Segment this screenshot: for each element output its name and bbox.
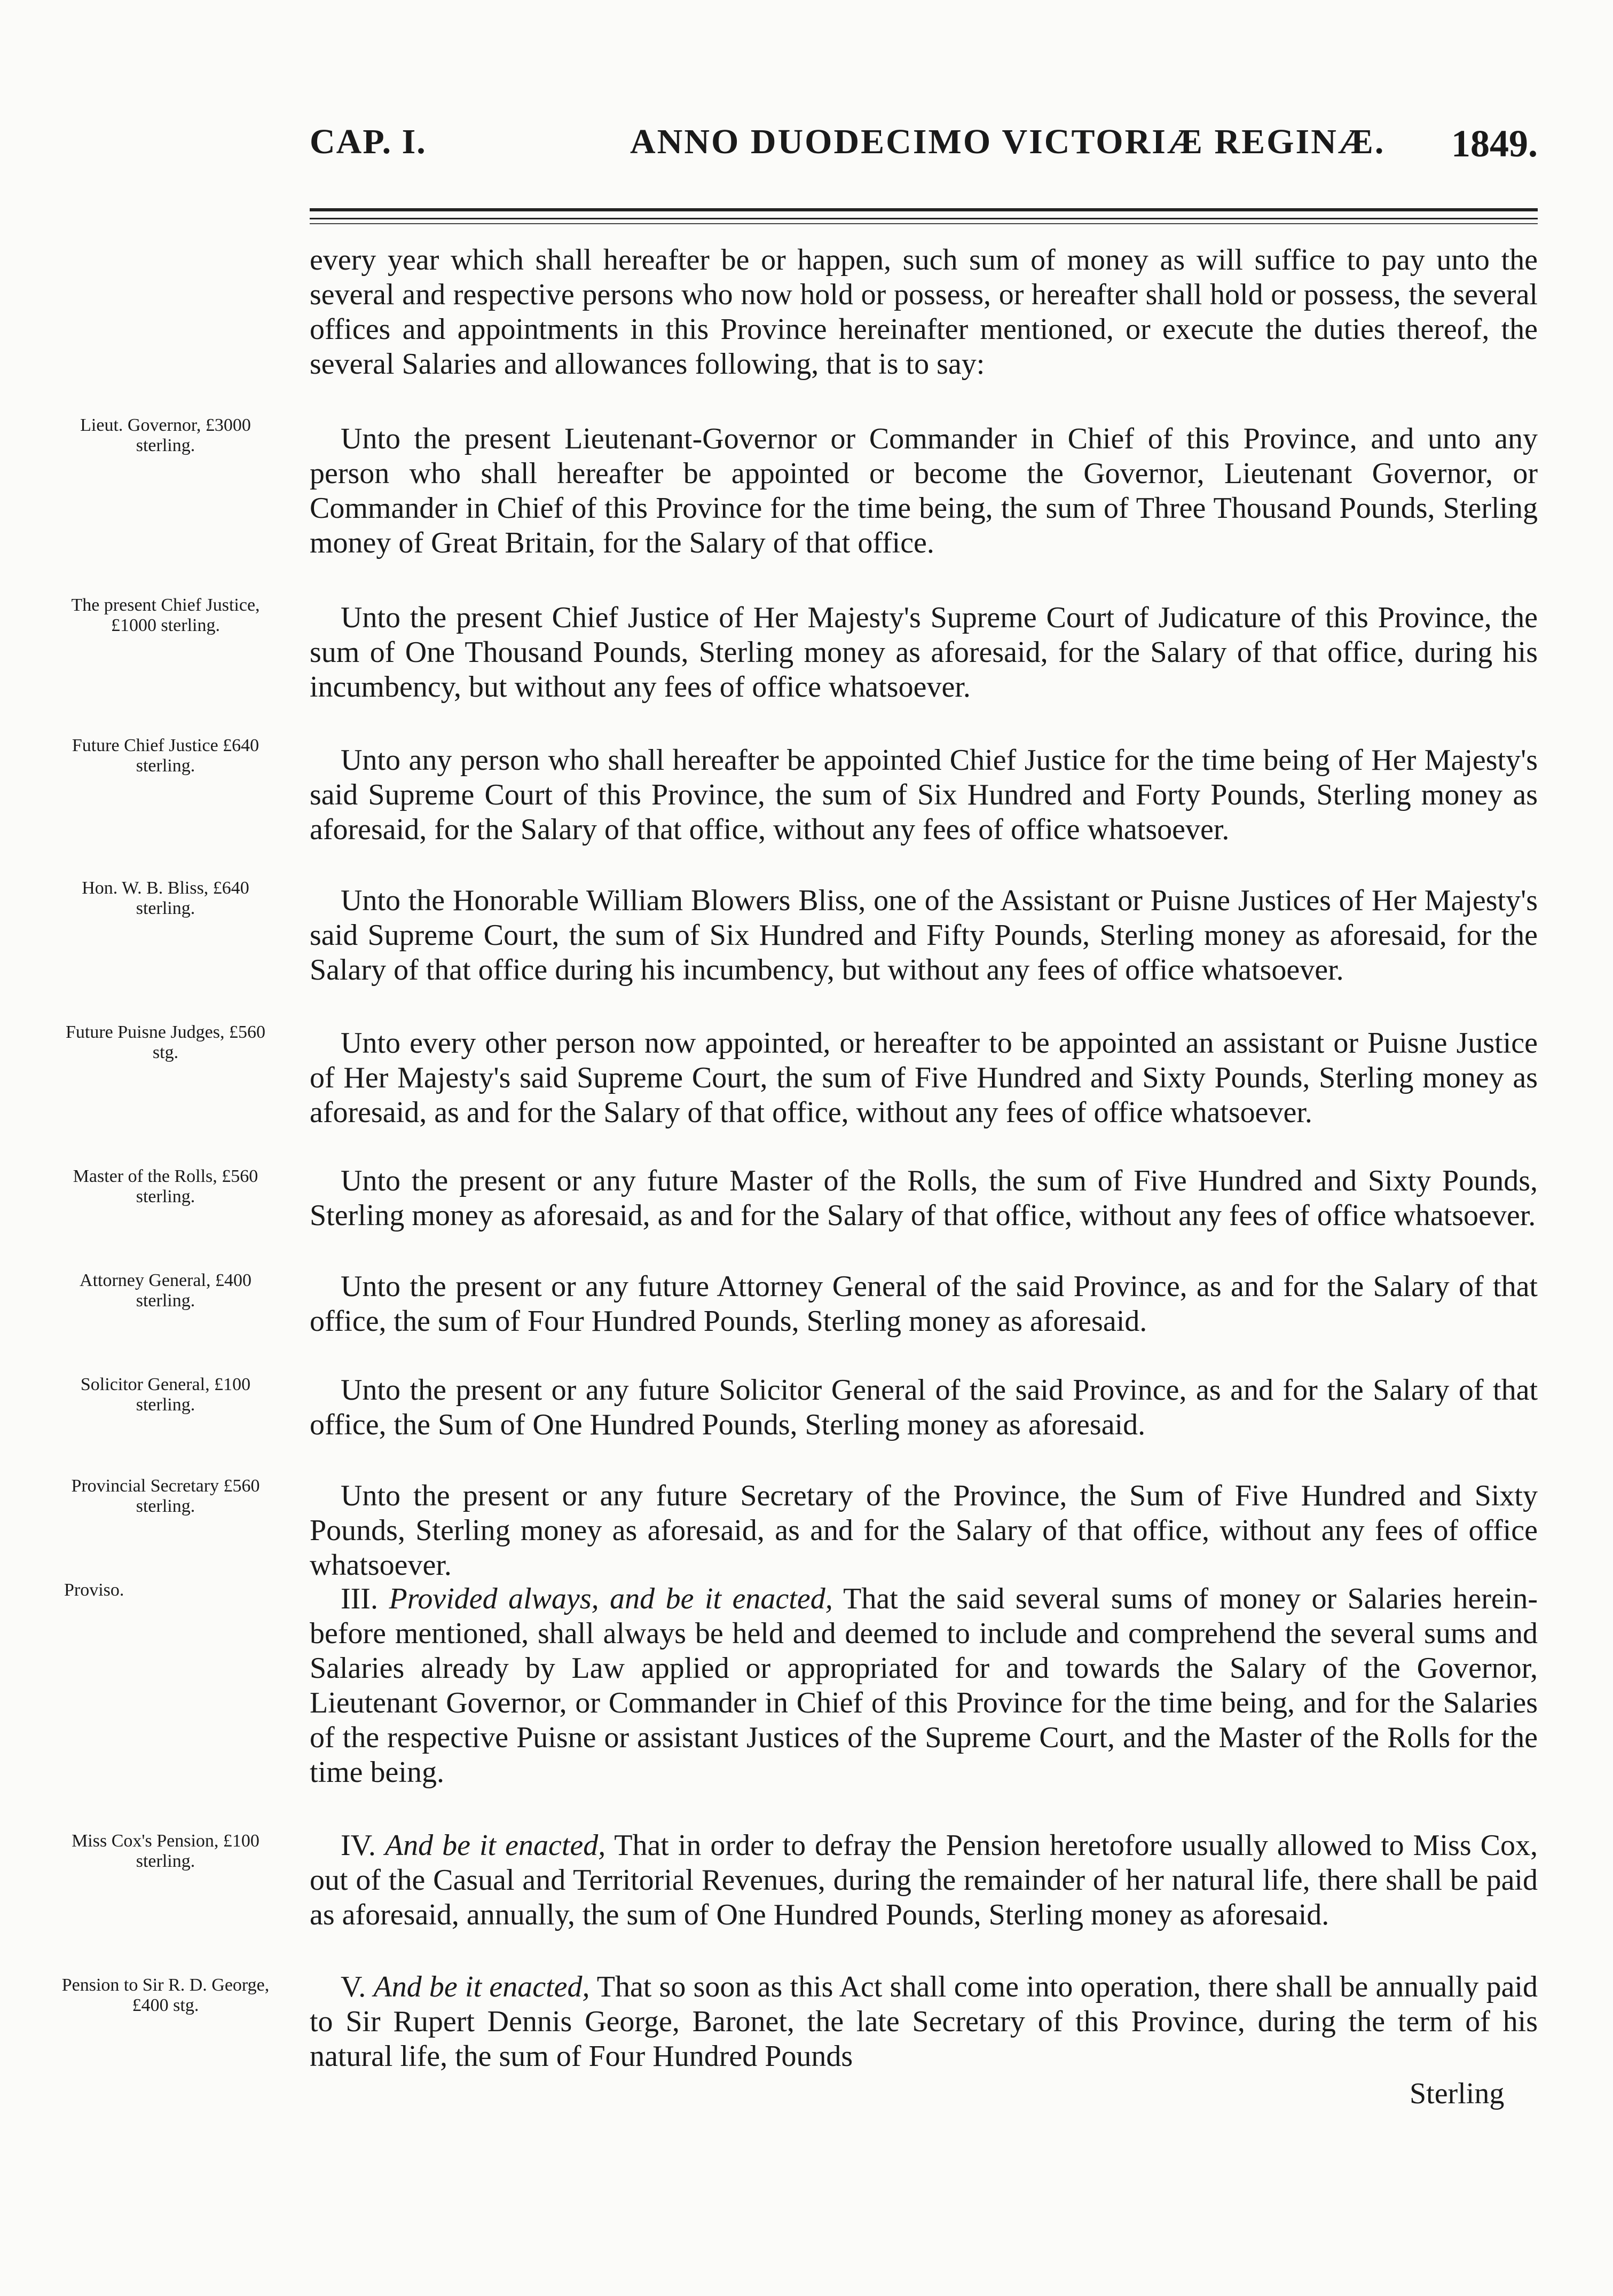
salary-paragraph: Unto the present Chief Justice of Her Majesty's Supreme Court of Judicature of this Province, the sum of One Thousand Pounds, Sterling money as aforesaid, for the Salary of that office, during his incumbency, but without any fees of office whatsoever.	[310, 601, 1538, 704]
margin-note: Miss Cox's Pension, £100 sterling.	[72, 1831, 259, 1871]
margin-note: Provincial Secretary £560 sterling.	[71, 1476, 260, 1516]
header-title: ANNO DUODECIMO VICTORIÆ REGINÆ.	[630, 122, 1386, 161]
margin-note: The present Chief Justice, £1000 sterling.	[71, 595, 260, 635]
section-number: V.	[341, 1970, 366, 2003]
salary-paragraph: Unto every other person now appointed, or hereafter to be appointed an assistant or Puisne Justice of Her Majesty's said Supreme Court, the sum of Five Hundred and Sixty Pounds, Sterling money as aforesaid, as and for the Salary of that office, without any fees of office whatsoever.	[310, 1027, 1538, 1129]
header-rule	[310, 218, 1538, 219]
body-text	[310, 1479, 1538, 1583]
salary-paragraph: Unto the present or any future Attorney General of the said Province, as and for the Salary of that office, the sum of Four Hundred Pounds, Sterling money as aforesaid.	[310, 1270, 1538, 1338]
salary-paragraph: Unto any person who shall hereafter be appointed Chief Justice for the time being of Her Majesty's said Supreme Court of this Province, the sum of Six Hundred and Forty Pounds, Sterling money as aforesaid, for the Salary of that office, without any fees of office whatsoever.	[310, 744, 1538, 846]
body-text	[310, 601, 1538, 705]
salary-paragraph: Unto the Honorable William Blowers Bliss, one of the Assistant or Puisne Justices of Her Majesty's said Supreme Court, the sum of Six Hundred and Fifty Pounds, Sterling money as aforesaid, for the Salary of that office during his incumbency, but without any fees of office whatsoever.	[310, 884, 1538, 987]
salary-paragraph: Unto the present Lieutenant-Governor or Commander in Chief of this Province, and unto any person who shall hereafter be appointed or become the Governor, Lieutenant Governor, or Commander in Chief of this Province for the time being, the sum of Three Thousand Pounds, Sterling money of Great Britain, for the Salary of that office.	[310, 422, 1538, 559]
body-text	[310, 422, 1538, 561]
header-rule	[310, 208, 1538, 211]
margin-note: Proviso.	[64, 1580, 124, 1600]
section-number: III.	[341, 1582, 378, 1615]
margin-note: Hon. W. B. Bliss, £640 sterling.	[82, 878, 249, 918]
section-number: IV.	[341, 1829, 376, 1862]
enacting-clause: And be it enacted,	[373, 1970, 590, 2003]
margin-note: Master of the Rolls, £560 sterling.	[73, 1166, 258, 1206]
body-text	[310, 743, 1538, 847]
salary-paragraph: Unto the present or any future Solicitor General of the said Province, as and for the Salary of that office, the Sum of One Hundred Pounds, Sterling money as aforesaid.	[310, 1374, 1538, 1441]
body-text	[310, 243, 1538, 382]
body-text	[310, 1828, 1538, 1932]
header-rule	[310, 223, 1538, 224]
salary-paragraph: Unto the present or any future Master of the Rolls, the sum of Five Hundred and Sixty Pounds, Sterling money as aforesaid, as and for the Salary of that office, without any fees of office whatsoever.	[310, 1164, 1538, 1232]
body-text	[310, 883, 1538, 988]
section-paragraph	[310, 1828, 1538, 1932]
margin-note: Solicitor General, £100 sterling.	[80, 1375, 251, 1415]
enacting-clause: Provided always, and be it enacted,	[389, 1582, 833, 1615]
section-text: That the said several sums of money or Salaries herein-before mentioned, shall always be held and deemed to include and comprehend the several sums and Salaries already by Law applied or appropriated for and towards the Salary of the Governor, Lieutenant Governor, or Commander in Chief of this Province for the time being, and for the Salaries of the respective Puisne or assistant Justices of the Supreme Court, and the Master of the Rolls for the time being.	[310, 1582, 1538, 1789]
section-text: That in order to defray the Pension heretofore usually allowed to Miss Cox, out of the Casual and Territorial Revenues, during the remainder of her natural life, there shall be paid as aforesaid, annually, the sum of One Hundred Pounds, Sterling money as aforesaid.	[310, 1829, 1538, 1931]
body-text	[310, 1026, 1538, 1130]
section-paragraph	[310, 1970, 1538, 2074]
body-text	[310, 1582, 1538, 1790]
chapter-label: CAP. I.	[310, 122, 427, 161]
proviso-paragraph	[310, 1582, 1538, 1790]
salary-paragraph: Unto the present or any future Secretary of the Province, the Sum of Five Hundred and Sixty Pounds, Sterling money as aforesaid, as and for the Salary of that office, without any fees of office whatsoever.	[310, 1479, 1538, 1582]
header-year: 1849.	[1451, 122, 1538, 165]
enacting-clause: And be it enacted,	[384, 1829, 606, 1862]
body-text	[310, 1970, 1538, 2074]
body-text	[310, 1373, 1538, 1442]
margin-note: Future Puisne Judges, £560 stg.	[66, 1022, 265, 1062]
intro-paragraph: every year which shall hereafter be or happen, such sum of money as will suffice to pay unto the several and respective persons who now hold or possess, or hereafter shall hold or possess, the several offices and appointments in this Province hereinafter mentioned, or execute the duties thereof, the several Salaries and allowances following, that is to say:	[310, 243, 1538, 381]
section-text: That so soon as this Act shall come into operation, there shall be annually paid to Sir Rupert Dennis George, Baronet, the late Secretary of this Province, during the term of his natural life, the sum of Four Hundred Pounds	[310, 1970, 1538, 2073]
body-text	[310, 1269, 1538, 1339]
body-text	[310, 1164, 1538, 1233]
margin-note: Future Chief Justice £640 sterling.	[72, 736, 259, 776]
margin-note: Pension to Sir R. D. George, £400 stg.	[61, 1975, 270, 2015]
catchword: Sterling	[1410, 2077, 1505, 2110]
margin-note: Attorney General, £400 sterling.	[80, 1271, 251, 1311]
margin-note: Lieut. Governor, £3000 sterling.	[80, 415, 251, 455]
running-header	[310, 122, 1538, 180]
